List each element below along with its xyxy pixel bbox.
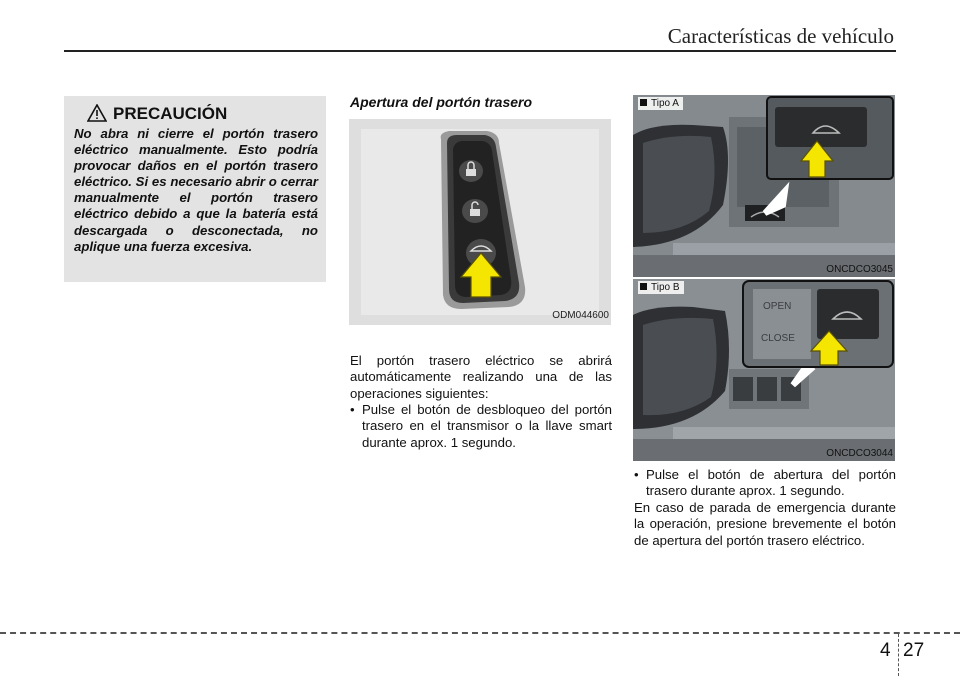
header-rule [64,50,896,52]
bullet-item [350,402,612,451]
figure-caption: ONCDCO3044 [826,448,893,459]
page-number: 27 [903,640,925,661]
tipo-b-illustration [633,279,895,461]
bullet-dot: • [634,467,639,482]
running-header: Características de vehículo [667,24,894,48]
caution-box [64,96,326,282]
bullet-dot: • [350,402,355,417]
open-switch-label: OPEN [763,301,792,312]
figure-caption: ONCDCO3045 [826,264,893,275]
close-switch-label: CLOSE [761,333,795,344]
bullet-item [634,467,896,500]
page-number-separator [898,634,899,676]
warning-triangle-icon [87,104,107,122]
tipo-b-figure [633,279,895,461]
smart-key-figure [349,119,611,325]
chapter-number: 4 [880,640,891,661]
tipo-b-label: Tipo B [638,281,684,294]
figure-caption: ODM044600 [552,310,609,321]
intro-paragraph: El portón trasero eléctrico se abrirá automáticamente realizando una de las operaciones siguientes: [350,353,612,401]
section-title: Apertura del portón trasero [350,94,533,110]
tipo-a-figure [633,95,895,277]
tipo-a-label: Tipo A [638,97,683,110]
bullet-text: Pulse el botón de desbloqueo del portón trasero en el transmisor o la llave smart durante aprox. 1 segundo. [362,402,612,450]
caution-heading: PRECAUCIÓN [113,104,228,123]
bullet-text: Pulse el botón de abertura del portón trasero durante aprox. 1 segundo. [646,467,896,499]
smart-key-illustration [349,119,611,325]
caution-text: No abra ni cierre el portón trasero eléctrico manualmente. Esto podría provocar daños en el portón trasero eléctrico. Si es necesario abrir o cerrar manualmente el portón trasero eléctrico debido a que la batería está descargada o desconectada, no aplique una fuerza excesiva. [74,126,318,254]
emergency-paragraph: En caso de parada de emergencia durante la operación, presione brevemente el botón de apertura del portón trasero eléctrico. [634,500,896,548]
footer-rule [0,632,960,634]
tipo-a-illustration [633,95,895,277]
